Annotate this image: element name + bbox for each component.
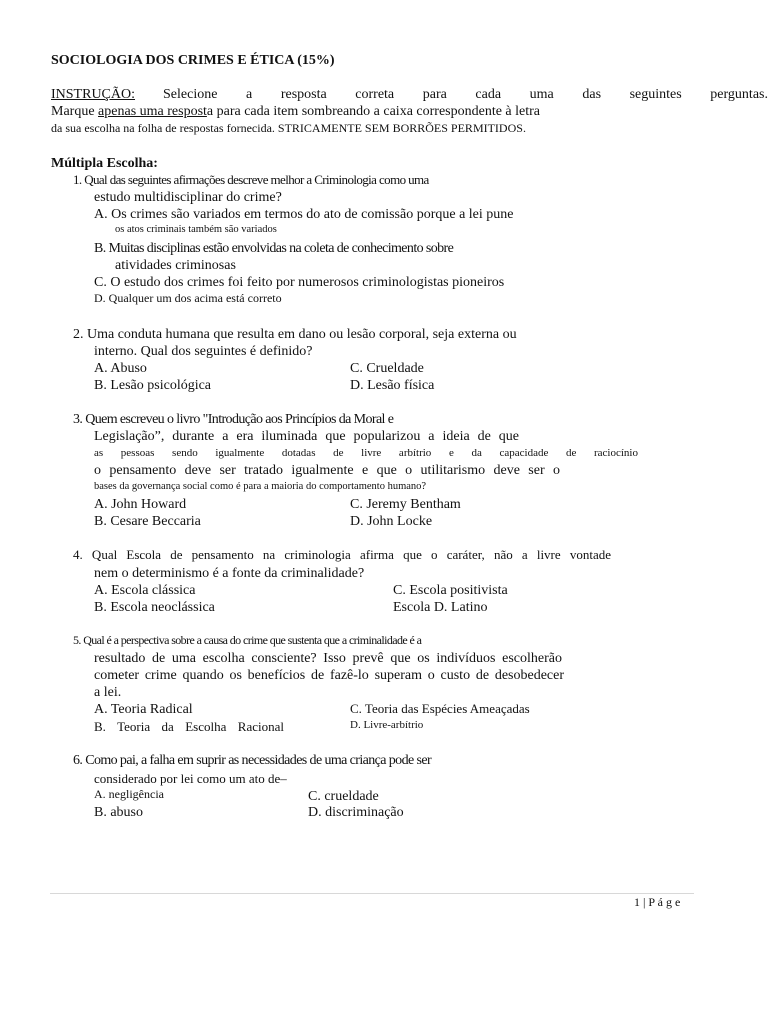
question-5-text-cont3: a lei. xyxy=(94,685,122,700)
question-2-text-cont: interno. Qual dos seguintes é definido? xyxy=(94,344,313,359)
question-4-option-d: Escola D. Latino xyxy=(393,600,488,615)
question-5-text-cont2: cometer crime quando os benefícios de fazê-lo superam o custo de desobedecer xyxy=(94,668,564,683)
question-3-option-d: D. John Locke xyxy=(350,514,433,529)
question-3-option-c: C. Jeremy Bentham xyxy=(350,497,461,512)
question-5-option-c: C. Teoria das Espécies Ameaçadas xyxy=(350,701,530,716)
question-6-text-cont: considerado por lei como um ato de– xyxy=(94,771,287,786)
instruction-line2: Marque apenas uma resposta para cada item sombreando a caixa correspondente à letra xyxy=(51,104,541,119)
question-5-text: 5. Qual é a perspectiva sobre a causa do crime que sustenta que a criminalidade é a xyxy=(73,633,422,647)
question-5-option-d: D. Livre-arbítrio xyxy=(350,719,424,731)
question-6-text: 6. Como pai, a falha em suprir as necessidades de uma criança pode ser xyxy=(73,753,432,768)
question-1-option-a: A. Os crimes são variados em termos do ato de comissão porque a lei pune xyxy=(94,207,514,222)
question-3-text: 3. Quem escreveu o livro "Introdução aos Princípios da Moral e xyxy=(73,412,394,427)
question-2-option-a: A. Abuso xyxy=(94,361,147,376)
question-1-option-d: D. Qualquer um dos acima está correto xyxy=(94,291,282,305)
question-1-option-b: B. Muitas disciplinas estão envolvidas na coleta de conhecimento sobre xyxy=(94,241,454,256)
question-1-option-a-cont: os atos criminais também são variados xyxy=(115,224,277,235)
question-2-option-c: C. Crueldade xyxy=(350,361,424,376)
question-4-option-b: B. Escola neoclássica xyxy=(94,600,215,615)
instruction-line1: Selecione a resposta correta para cada uma das seguintes perguntas. xyxy=(163,87,768,102)
page-title: SOCIOLOGIA DOS CRIMES E ÉTICA (15%) xyxy=(51,53,335,68)
question-1-option-c: C. O estudo dos crimes foi feito por numerosos criminologistas pioneiros xyxy=(94,275,505,290)
question-5-option-a: A. Teoria Radical xyxy=(94,702,193,717)
question-1-text-cont: estudo multidisciplinar do crime? xyxy=(94,190,282,205)
question-6-option-d: D. discriminação xyxy=(308,805,404,820)
page-number: 1 | P á g e xyxy=(634,895,681,909)
question-2-text: 2. Uma conduta humana que resulta em dano ou lesão corporal, seja externa ou xyxy=(73,327,517,342)
question-3-text-cont2: as pessoas sendo igualmente dotadas de livre arbítrio e da capacidade de raciocínio xyxy=(94,447,638,459)
question-4-option-c: C. Escola positivista xyxy=(393,583,508,598)
section-heading: Múltipla Escolha: xyxy=(51,156,158,171)
question-3-text-cont3: o pensamento deve ser tratado igualmente e que o utilitarismo deve ser o xyxy=(94,463,560,478)
question-3-option-a: A. John Howard xyxy=(94,497,187,512)
question-6-option-b: B. abuso xyxy=(94,805,143,820)
instruction-line3: da sua escolha na folha de respostas fornecida. STRICAMENTE SEM BORRÕES PERMITIDOS. xyxy=(51,121,526,135)
question-1-option-b-cont: atividades criminosas xyxy=(115,258,236,273)
question-6-option-c: C. crueldade xyxy=(308,789,379,804)
question-3-text-cont4: bases da governança social como é para a maioria do comportamento humano? xyxy=(94,481,427,492)
question-5-option-b: B. Teoria da Escolha Racional xyxy=(94,719,284,734)
question-2-option-b: B. Lesão psicológica xyxy=(94,378,212,393)
question-2-option-d: D. Lesão física xyxy=(350,378,435,393)
footer-divider xyxy=(50,893,694,894)
question-1-text: 1. Qual das seguintes afirmações descreve melhor a Criminologia como uma xyxy=(73,172,429,187)
question-5-text-cont1: resultado de uma escolha consciente? Isso prevê que os indivíduos escolherão xyxy=(94,651,562,666)
question-3-text-cont1: Legislação”, durante a era iluminada que popularizou a ideia de que xyxy=(94,429,519,444)
question-4-option-a: A. Escola clássica xyxy=(94,583,196,598)
question-4-text-cont: nem o determinismo é a fonte da criminalidade? xyxy=(94,566,365,581)
question-6-option-a: A. negligência xyxy=(94,787,164,801)
instruction-label: INSTRUÇÃO: xyxy=(51,87,136,102)
question-3-option-b: B. Cesare Beccaria xyxy=(94,514,201,529)
question-4-text: 4. Qual Escola de pensamento na criminologia afirma que o caráter, não a livre vontade xyxy=(73,547,611,562)
